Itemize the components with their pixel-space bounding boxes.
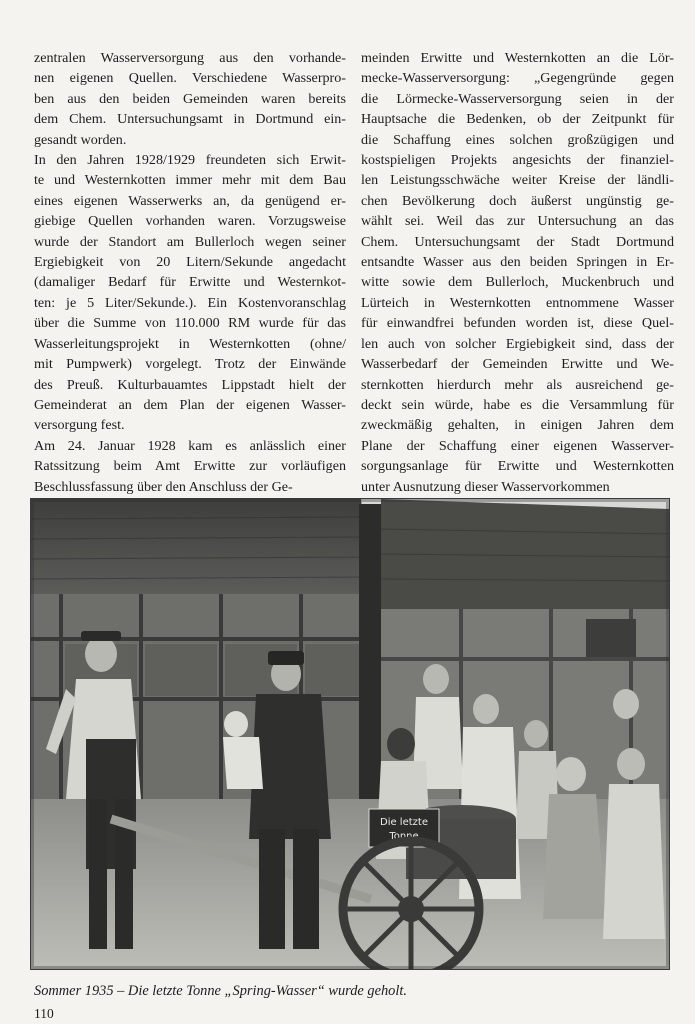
svg-text:Die letzte: Die letzte — [380, 817, 428, 828]
text-line: wählt sei. Weil das zur Untersuchung an das — [361, 213, 674, 230]
text-line: unter Ausnutzung dieser Wasservorkommen — [361, 478, 610, 495]
text-line: (damaliger Bedarf für Erwitte und Westernkot- — [34, 274, 346, 291]
text-line: Beschlussfassung über den Anschluss der Ge- — [34, 478, 293, 495]
text-line: kostspieligen Projekts angesichts der finanziel- — [361, 152, 674, 169]
text-line: Wasserbedarf der Gemeinden Erwitte und We- — [361, 356, 674, 373]
left-text-column — [34, 48, 346, 497]
historic-photograph — [30, 498, 670, 970]
text-line: Hauptsache die Bedenken, ob der Zeitpunkt für — [361, 111, 674, 128]
text-line: wurde der Standort am Bullerloch wegen seiner — [34, 233, 346, 250]
text-line: Ratssitzung beim Amt Erwitte zur vorläufigen — [34, 458, 346, 475]
text-line: len auch von solcher Ergiebigkeit sind, dass der — [361, 335, 674, 352]
text-line: te und Westernkotten immer mehr mit dem Bau — [34, 172, 346, 189]
text-line: die Schaffung eines solchen großzügigen und — [361, 131, 674, 148]
text-line: Plane der Schaffung einer eigenen Wasserver- — [361, 437, 674, 454]
text-line: meinden Erwitte und Westernkotten an die Lör- — [361, 50, 674, 66]
text-line: dem Chem. Untersuchungsamt in Dortmund ein- — [34, 111, 346, 128]
text-line: Am 24. Januar 1928 kam es anlässlich einer — [34, 437, 346, 454]
page-number: 110 — [34, 1006, 54, 1021]
text-line: deckt sein würde, habe es die Versammlung für — [361, 396, 674, 413]
text-line: für einwandfrei befunden worden ist, diese Quel- — [361, 315, 674, 332]
svg-text:Tonne: Tonne — [389, 831, 419, 842]
text-line: Lürteich in Westernkotten entnommene Wasser — [361, 294, 674, 311]
text-line: Wasserleitungsprojekt in Westernkotten (ohne/ — [34, 335, 346, 352]
text-line: Ergiebigkeit von 20 Litern/Sekunde angedacht — [34, 254, 346, 271]
text-line: sternkotten hierdurch mehr als ausreichend ge- — [361, 376, 674, 393]
text-line: über die Summe von 110.000 RM wurde für das — [34, 315, 346, 332]
text-line: die Lörmecke-Wasserversorgung seien in der — [361, 90, 674, 107]
text-line: ten: je 5 Liter/Sekunde.). Ein Kostenvoranschlag — [34, 294, 346, 311]
text-line: Chem. Untersuchungsamt der Stadt Dortmund — [361, 233, 674, 250]
text-line: In den Jahren 1928/1929 freundeten sich Erwit- — [34, 152, 346, 169]
text-line: chen Bevölkerung doch äußerst ungünstig ge- — [361, 192, 674, 209]
text-line: zweckmäßig gehalten, in einigen Jahren dem — [361, 417, 674, 434]
text-line: mecke-Wasserversorgung: „Gegengründe gegen — [361, 70, 674, 87]
text-line: gesandt worden. — [34, 131, 127, 148]
text-line: nen eigenen Quellen. Verschiedene Wasserpro- — [34, 70, 346, 87]
text-line: witte sowie dem Bullerloch, Muckenbruch und — [361, 274, 674, 291]
text-line: eines eigenen Wasserwerks an, da genügend er- — [34, 192, 346, 209]
right-text-column — [361, 48, 674, 497]
photo-caption: Sommer 1935 – Die letzte Tonne „Spring-Wasser“ wurde geholt. — [34, 983, 407, 999]
text-line: zentralen Wasserversorgung aus den vorhande- — [34, 50, 346, 66]
text-line: versorgung fest. — [34, 417, 125, 434]
text-line: entsandte Wasser aus den beiden Springen in Er- — [361, 254, 674, 271]
text-line: ben aus den beiden Gemeinden waren bereits — [34, 90, 346, 107]
text-line: des Preuß. Kulturbauamtes Lippstadt hielt der — [34, 376, 346, 393]
text-line: Gemeinderat an dem Plan der eigenen Wasser- — [34, 396, 346, 413]
text-line: giebige Quellen vorhanden waren. Vorzugsweise — [34, 213, 346, 230]
text-line: mit Pumpwerk) vorgelegt. Trotz der Einwände — [34, 356, 346, 373]
text-line: len Leistungsschwäche weiter Kreise der ländli- — [361, 172, 674, 189]
text-line: sorgungsanlage für Erwitte und Westernkotten — [361, 458, 674, 475]
